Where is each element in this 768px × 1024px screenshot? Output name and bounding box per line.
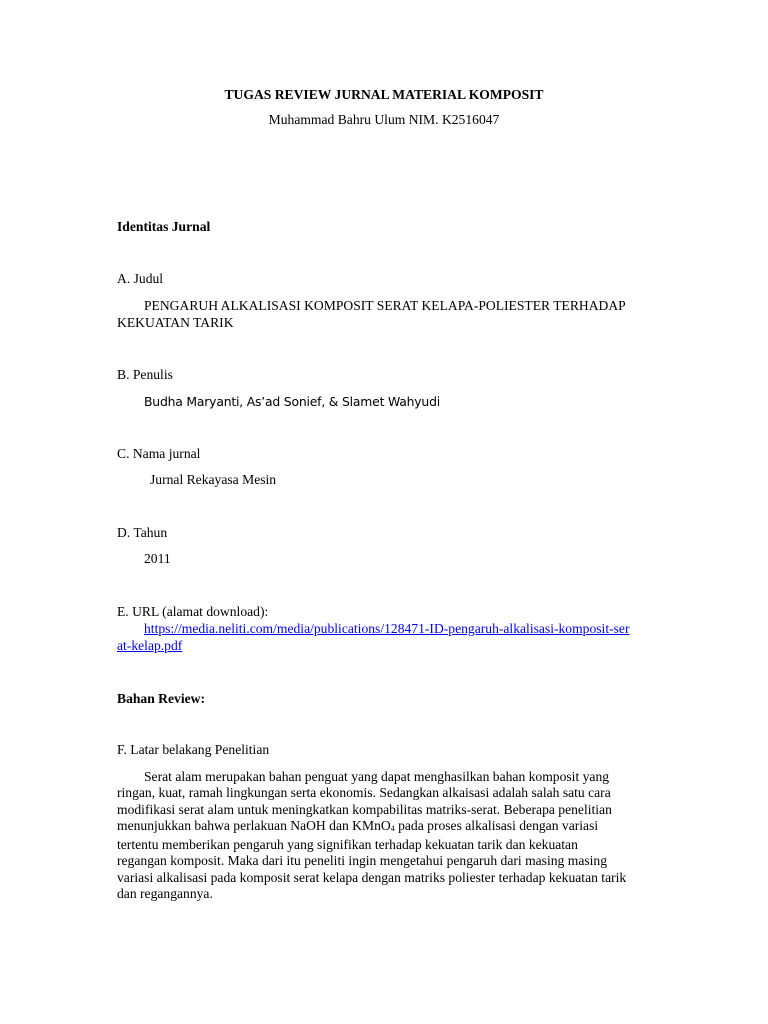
paragraph-line: tertentu memberikan pengaruh yang signifikan terhadap kekuatan tarik dan kekuatan bbox=[117, 837, 578, 853]
paragraph-line: ringan, kuat, ramah lingkungan serta ekonomis. Sedangkan alkaisasi adalah salah satu cara bbox=[117, 785, 611, 801]
paragraph-line: variasi alkalisasi pada komposit serat kelapa dengan matriks poliester terhadap kekuatan tarik bbox=[117, 869, 627, 885]
penulis-value: Budha Maryanti, As’ad Sonief, & Slamet Wahyudi bbox=[144, 394, 440, 409]
penulis-label: B. Penulis bbox=[117, 367, 173, 382]
nama-jurnal-value: Jurnal Rekayasa Mesin bbox=[150, 472, 277, 487]
judul-line-2: KEKUATAN TARIK bbox=[117, 315, 234, 330]
latar-belakang-paragraph bbox=[117, 769, 653, 902]
document-title: TUGAS REVIEW JURNAL MATERIAL KOMPOSIT bbox=[224, 87, 544, 102]
paragraph-line: dan regangannya. bbox=[117, 886, 213, 902]
tahun-value: 2011 bbox=[144, 551, 171, 566]
url-label: E. URL (alamat download): bbox=[117, 604, 269, 619]
paragraph-line: regangan komposit. Maka dari itu peneliti ingin mengetahui pengaruh dari masing masing bbox=[117, 853, 608, 869]
latar-belakang-label: F. Latar belakang Penelitian bbox=[117, 742, 270, 757]
paragraph-line: menunjukkan bahwa perlakuan NaOH dan KMnO$_4$ pada proses alkalisasi dengan variasi bbox=[117, 817, 599, 833]
nama-jurnal-label: C. Nama jurnal bbox=[117, 446, 201, 461]
author-line: Muhammad Bahru Ulum NIM. K2516047 bbox=[268, 112, 500, 127]
url-link-line-2[interactable]: at-kelap.pdf bbox=[117, 638, 183, 653]
tahun-label: D. Tahun bbox=[117, 525, 168, 540]
judul-line-1: PENGARUH ALKALISASI KOMPOSIT SERAT KELAPA-POLIESTER TERHADAP bbox=[144, 298, 626, 313]
paragraph-line: Serat alam merupakan bahan penguat yang dapat menghasilkan bahan komposit yang bbox=[144, 769, 610, 784]
identitas-heading: Identitas Jurnal bbox=[117, 219, 211, 234]
url-link-line-1[interactable]: https://media.neliti.com/media/publications/128471-ID-pengaruh-alkalisasi-komposit-ser bbox=[144, 621, 630, 636]
judul-label: A. Judul bbox=[117, 271, 164, 286]
paragraph-line: modifikasi serat alam untuk meningkatkan kompabilitas matriks-serat. Beberapa penelitian bbox=[117, 801, 612, 817]
bahan-review-heading: Bahan Review: bbox=[117, 691, 205, 706]
